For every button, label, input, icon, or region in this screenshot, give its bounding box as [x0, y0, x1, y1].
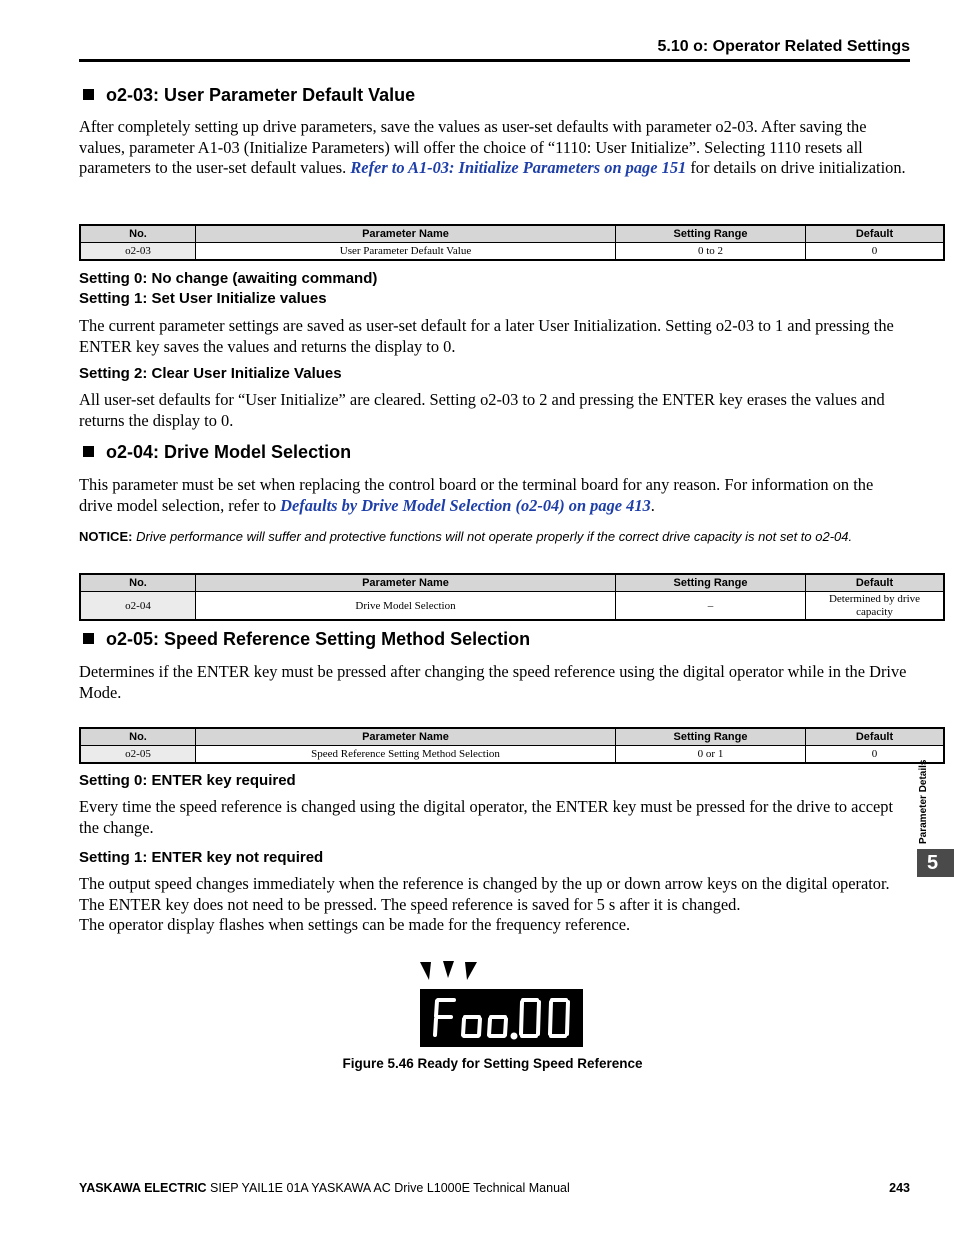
col-setting-range: Setting Range [616, 728, 806, 746]
intro-text: After completely setting up drive parameters, save the values as user-set defaults with parameter o2-03. After saving the values, parameter A1-03 (Initialize Parameters) will offer the choice of “1110: User Initialize”. Selecting 1110 resets all parameters to the user-set default values. [79, 117, 867, 177]
intro-tail: . [650, 495, 655, 515]
side-tab-label [910, 750, 944, 850]
col-no: No. [80, 225, 196, 243]
square-bullet-icon [83, 633, 94, 644]
square-bullet-icon [83, 89, 94, 100]
flash-mark-left-icon [420, 962, 431, 980]
cell-default: 0 [806, 243, 945, 261]
setting-0-heading: Setting 0: No change (awaiting command) [79, 270, 378, 287]
page-number: 243 [889, 1181, 910, 1195]
setting-2-heading: Setting 2: Clear User Initialize Values [79, 365, 342, 382]
cell-setting-range: 0 to 2 [616, 243, 806, 261]
header-rule [79, 59, 910, 62]
intro-text: This parameter must be set when replacing the control board or the terminal board for any reason. For information on the drive model selection, refer to [79, 475, 874, 515]
link-defaults-o2-04[interactable]: Defaults by Drive Model Selection (o2-04) on page 413 [280, 495, 651, 515]
paragraph-o2-03-intro [79, 117, 909, 179]
figure-caption: Figure 5.46 Ready for Setting Speed Reference [342, 1056, 643, 1071]
square-bullet-icon [83, 446, 94, 457]
col-param-name: Parameter Name [196, 728, 616, 746]
o2-05-setting-1-text: The output speed changes immediately when the reference is changed by the up or down arrow keys on the digital operator. The ENTER key does not need to be pressed. The speed reference is saved for 5 s after it is changed. [79, 874, 890, 914]
cell-default: Determined by drive capacity [806, 592, 945, 621]
o2-05-setting-1-heading: Setting 1: ENTER key not required [79, 849, 324, 866]
footer-left [79, 1181, 570, 1195]
table-o2-03 [79, 224, 945, 261]
decimal-point [513, 1035, 516, 1038]
heading-o2-04-text: o2-04: Drive Model Selection [106, 442, 352, 462]
notice [79, 529, 919, 544]
setting-2-text: All user-set defaults for “User Initialize” are cleared. Setting o2-03 to 2 and pressing the ENTER key erases the values and returns the display to 0. [79, 390, 885, 430]
table-o2-05 [79, 727, 945, 764]
footer-doc: SIEP YAIL1E 01A YASKAWA AC Drive L1000E Technical Manual [206, 1181, 570, 1195]
cell-setting-range: – [616, 592, 806, 621]
cell-default: 0 [806, 746, 945, 764]
table-row [80, 243, 944, 261]
footer-brand: YASKAWA ELECTRIC [79, 1181, 207, 1195]
link-a1-03[interactable]: Refer to A1-03: Initialize Parameters on page 151 [350, 158, 687, 177]
col-param-name: Parameter Name [196, 574, 616, 592]
o2-05-setting-0-heading: Setting 0: ENTER key required [79, 772, 296, 789]
heading-o2-04 [83, 442, 351, 463]
col-default: Default [806, 728, 945, 746]
col-param-name: Parameter Name [196, 225, 616, 243]
cell-no: o2-04 [80, 592, 196, 621]
o2-05-setting-1-text-2: The operator display flashes when settings can be made for the frequency reference. [79, 915, 631, 934]
col-no: No. [80, 728, 196, 746]
setting-1-heading: Setting 1: Set User Initialize values [79, 290, 327, 307]
heading-o2-05 [83, 629, 530, 650]
intro-tail: for details on drive initialization. [686, 158, 906, 177]
col-default: Default [806, 225, 945, 243]
cell-setting-range: 0 or 1 [616, 746, 806, 764]
flash-mark-right-icon [465, 962, 477, 980]
setting-1-text: The current parameter settings are saved as user-set default for a later User Initialization. Setting o2-03 to 1 and pressing the ENTER key saves the values and returns the display to 0. [79, 316, 894, 356]
cell-no: o2-03 [80, 243, 196, 261]
col-default: Default [806, 574, 945, 592]
heading-o2-05-text: o2-05: Speed Reference Setting Method Selection [106, 629, 531, 649]
col-setting-range: Setting Range [616, 225, 806, 243]
chapter-tab: 5 [917, 849, 954, 877]
side-tab-label-text: Parameter Details [918, 759, 929, 844]
flash-mark-center-icon [443, 961, 454, 978]
paragraph-o2-05-intro: Determines if the ENTER key must be pressed after changing the speed reference using the digital operator while in the Drive Mode. [79, 662, 907, 702]
cell-param-name: Speed Reference Setting Method Selection [196, 746, 616, 764]
cell-param-name: Drive Model Selection [196, 592, 616, 621]
table-header-row [80, 225, 944, 243]
table-header-row [80, 728, 944, 746]
table-row [80, 592, 944, 621]
heading-o2-03 [83, 85, 415, 106]
cell-param-name: User Parameter Default Value [196, 243, 616, 261]
heading-o2-03-text: o2-03: User Parameter Default Value [106, 85, 416, 105]
table-header-row [80, 574, 944, 592]
operator-display-figure [418, 958, 584, 1050]
o2-05-setting-0-text: Every time the speed reference is changed using the digital operator, the ENTER key must be pressed for the drive to accept the change. [79, 797, 894, 837]
table-row [80, 746, 944, 764]
paragraph-o2-04-intro [79, 475, 909, 516]
col-no: No. [80, 574, 196, 592]
running-header: 5.10 o: Operator Related Settings [657, 38, 910, 55]
notice-label: NOTICE: [79, 529, 133, 544]
col-setting-range: Setting Range [616, 574, 806, 592]
cell-no: o2-05 [80, 746, 196, 764]
table-o2-04 [79, 573, 945, 621]
notice-text: Drive performance will suffer and protective functions will not operate properly if the correct drive capacity is not set to o2-04. [132, 529, 853, 544]
